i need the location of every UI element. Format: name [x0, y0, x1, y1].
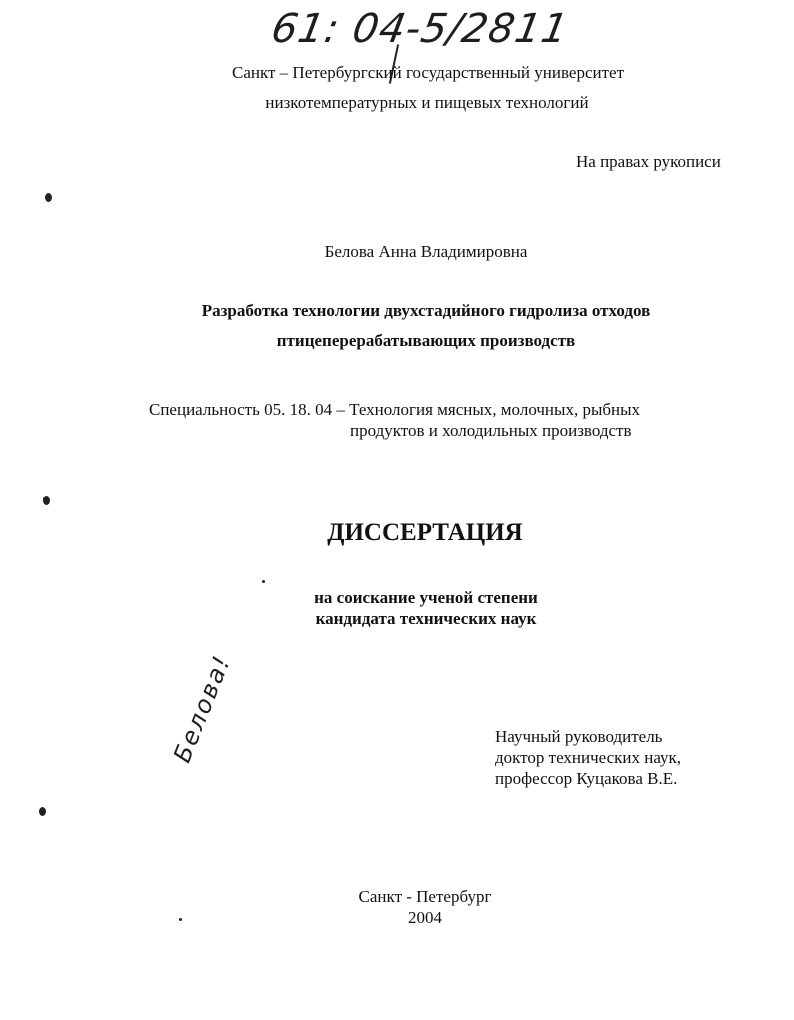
document-type-heading: ДИССЕРТАЦИЯ — [327, 519, 523, 546]
author-name: Белова Анна Владимировна — [324, 242, 528, 261]
city: Санкт - Петербург — [358, 887, 492, 906]
scan-speck — [262, 580, 265, 583]
binding-hole-mark-bottom — [39, 807, 46, 816]
specialty-line2: продуктов и холодильных производств — [350, 421, 632, 440]
degree-line1: на соискание ученой степени — [314, 588, 538, 607]
handwritten-archive-code: 61: 04-5/2811 — [267, 6, 573, 52]
year: 2004 — [408, 908, 442, 927]
supervisor-degree: доктор технических наук, — [495, 748, 682, 767]
university-name-line1: Санкт – Петербургский государственный университет — [231, 63, 624, 82]
scan-speck — [179, 918, 182, 921]
supervisor-name: профессор Куцакова В.Е. — [495, 769, 678, 788]
specialty-line1: Специальность 05. 18. 04 – Технология мясных, молочных, рыбных — [149, 400, 641, 419]
author-signature: Белова! — [168, 650, 237, 767]
supervisor-role: Научный руководитель — [495, 727, 663, 746]
dissertation-title-line2: птицеперерабатывающих производств — [276, 331, 576, 350]
scan-speck — [43, 497, 46, 500]
dissertation-title-line1: Разработка технологии двухстадийного гидролиза отходов — [201, 301, 651, 320]
binding-hole-mark-top — [45, 193, 52, 202]
degree-line2: кандидата технических наук — [315, 609, 537, 628]
rights-note: На правах рукописи — [576, 152, 721, 171]
university-name-line2: низкотемпературных и пищевых технологий — [265, 93, 589, 112]
